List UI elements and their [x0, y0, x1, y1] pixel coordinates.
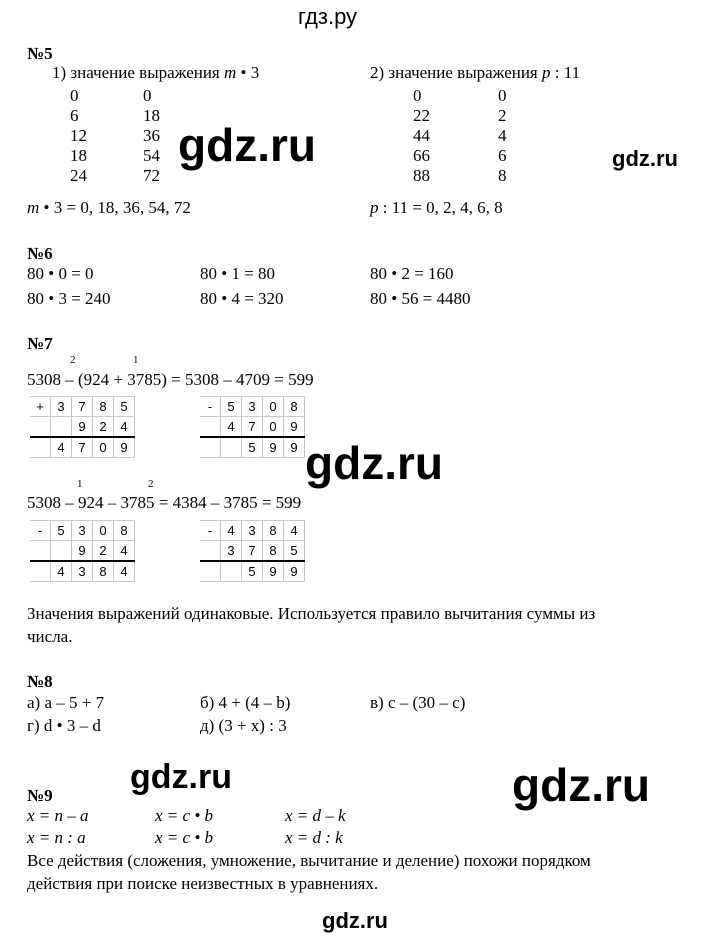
digit-cell: 3 [242, 521, 263, 541]
digit-cell: 7 [242, 417, 263, 438]
digit-cell [200, 541, 221, 562]
task-7-conclusion: числа. [27, 627, 73, 646]
watermark: gdz.ru [178, 119, 316, 171]
column-subtraction-2 [30, 520, 135, 582]
watermark: gdz.ru [322, 908, 388, 933]
calc-row [30, 437, 135, 458]
operation-sign: - [30, 521, 51, 541]
task-8-item-g: г) d • 3 – d [27, 716, 101, 735]
calc-row [30, 417, 135, 438]
operation-sign: - [200, 521, 221, 541]
task-5-table2-left: 0 22 44 66 88 [413, 86, 430, 185]
task-8-title: №8 [27, 672, 53, 691]
digit-cell: 9 [284, 561, 305, 582]
digit-cell: 8 [284, 397, 305, 417]
calc-row [200, 541, 305, 562]
calc-row [200, 417, 305, 438]
task-9-title: №9 [27, 786, 53, 805]
calc-row [200, 437, 305, 458]
digit-cell: 9 [72, 541, 93, 562]
digit-cell: 4 [221, 417, 242, 438]
task-7-expression-2: 5308 – 924 – 3785 = 4384 – 3785 = 599 [27, 493, 302, 512]
column-addition-1 [30, 396, 135, 458]
watermark: gdz.ru [305, 437, 443, 489]
calc-row [200, 397, 305, 417]
watermark: gdz.ru [130, 758, 232, 796]
digit-cell: 0 [93, 437, 114, 458]
digit-cell: 4 [114, 417, 135, 438]
calc-row [200, 521, 305, 541]
digit-cell: 5 [242, 437, 263, 458]
digit-cell [200, 561, 221, 582]
digit-cell: 9 [284, 417, 305, 438]
digit-cell [51, 417, 72, 438]
site-header: гдз.ру [298, 4, 358, 29]
digit-cell: 4 [114, 561, 135, 582]
digit-cell: 7 [72, 437, 93, 458]
task-9-equation: x = d : k [285, 828, 343, 847]
task-8-item-v: в) c – (30 – c) [370, 693, 466, 712]
digit-cell: 5 [114, 397, 135, 417]
task-6-item: 80 • 1 = 80 [200, 264, 276, 283]
order-mark: 2 [148, 478, 154, 490]
task-5-table2-right: 0 2 4 6 8 [498, 86, 507, 185]
calc-row [30, 561, 135, 582]
calc-row [30, 541, 135, 562]
watermark: gdz.ru [512, 759, 650, 811]
task-5-table1-left: 0 6 12 18 24 [70, 86, 87, 185]
digit-cell: 7 [242, 541, 263, 562]
task-9-equation: x = n – a [27, 806, 89, 825]
operation-sign: + [30, 397, 51, 417]
order-mark: 2 [70, 354, 76, 366]
calc-row [30, 521, 135, 541]
column-subtraction-1 [200, 396, 305, 458]
digit-cell: 8 [93, 397, 114, 417]
task-6-item: 80 • 0 = 0 [27, 264, 94, 283]
digit-cell: 5 [242, 561, 263, 582]
digit-cell: 9 [263, 561, 284, 582]
digit-cell: 4 [51, 437, 72, 458]
task-6-item: 80 • 3 = 240 [27, 289, 111, 308]
digit-cell [200, 437, 221, 458]
task-9-equation: x = d – k [285, 806, 346, 825]
digit-cell: 4 [284, 521, 305, 541]
task-6-item: 80 • 2 = 160 [370, 264, 454, 283]
digit-cell: 8 [114, 521, 135, 541]
task-9-text: действия при поиске неизвестных в уравнениях. [27, 874, 379, 893]
calc-row [200, 561, 305, 582]
digit-cell: 5 [51, 521, 72, 541]
digit-cell: 7 [72, 397, 93, 417]
digit-cell: 2 [93, 541, 114, 562]
digit-cell: 8 [263, 541, 284, 562]
task-9-equation: x = c • b [155, 828, 214, 847]
digit-cell: 4 [51, 561, 72, 582]
task-5-result2: p : 11 = 0, 2, 4, 6, 8 [370, 198, 503, 217]
task-6-title: №6 [27, 244, 53, 263]
task-5-part1-heading: 1) значение выражения m • 3 [52, 63, 260, 82]
order-mark: 1 [133, 354, 139, 366]
task-8-item-d: д) (3 + x) : 3 [200, 716, 287, 735]
digit-cell: 9 [263, 437, 284, 458]
task-5-part2-heading: 2) значение выражения p : 11 [370, 63, 581, 82]
task-5-table1-right: 0 18 36 54 72 [143, 86, 160, 185]
task-9-text: Все действия (сложения, умножение, вычитание и деление) похожи порядком [27, 851, 591, 870]
digit-cell [221, 437, 242, 458]
digit-cell: 5 [221, 397, 242, 417]
digit-cell [30, 437, 51, 458]
digit-cell: 4 [114, 541, 135, 562]
task-6-item: 80 • 56 = 4480 [370, 289, 471, 308]
digit-cell: 3 [221, 541, 242, 562]
task-9-equation: x = n : a [27, 828, 86, 847]
digit-cell: 3 [72, 561, 93, 582]
task-6-item: 80 • 4 = 320 [200, 289, 284, 308]
digit-cell [200, 417, 221, 438]
digit-cell: 3 [72, 521, 93, 541]
digit-cell [221, 561, 242, 582]
digit-cell: 8 [93, 561, 114, 582]
operation-sign: - [200, 397, 221, 417]
task-7-expression-1: 5308 – (924 + 3785) = 5308 – 4709 = 599 [27, 370, 314, 389]
digit-cell [30, 417, 51, 438]
task-8-item-a: а) a – 5 + 7 [27, 693, 105, 712]
digit-cell [51, 541, 72, 562]
digit-cell: 0 [263, 397, 284, 417]
watermark: gdz.ru [612, 146, 678, 171]
calc-row [30, 397, 135, 417]
digit-cell: 0 [93, 521, 114, 541]
task-5-title: №5 [27, 44, 53, 63]
task-5-result1: m • 3 = 0, 18, 36, 54, 72 [27, 198, 191, 217]
order-mark: 1 [77, 478, 83, 490]
task-9-equation: x = c • b [155, 806, 214, 825]
digit-cell: 2 [93, 417, 114, 438]
column-subtraction-3 [200, 520, 305, 582]
digit-cell [30, 541, 51, 562]
task-7-conclusion: Значения выражений одинаковые. Используется правило вычитания суммы из [27, 604, 596, 623]
digit-cell: 4 [221, 521, 242, 541]
digit-cell: 0 [263, 417, 284, 438]
digit-cell: 9 [284, 437, 305, 458]
digit-cell: 9 [114, 437, 135, 458]
digit-cell [30, 561, 51, 582]
digit-cell: 3 [51, 397, 72, 417]
digit-cell: 3 [242, 397, 263, 417]
digit-cell: 8 [263, 521, 284, 541]
task-8-item-b: б) 4 + (4 – b) [200, 693, 291, 712]
digit-cell: 9 [72, 417, 93, 438]
task-7-title: №7 [27, 334, 53, 353]
digit-cell: 5 [284, 541, 305, 562]
